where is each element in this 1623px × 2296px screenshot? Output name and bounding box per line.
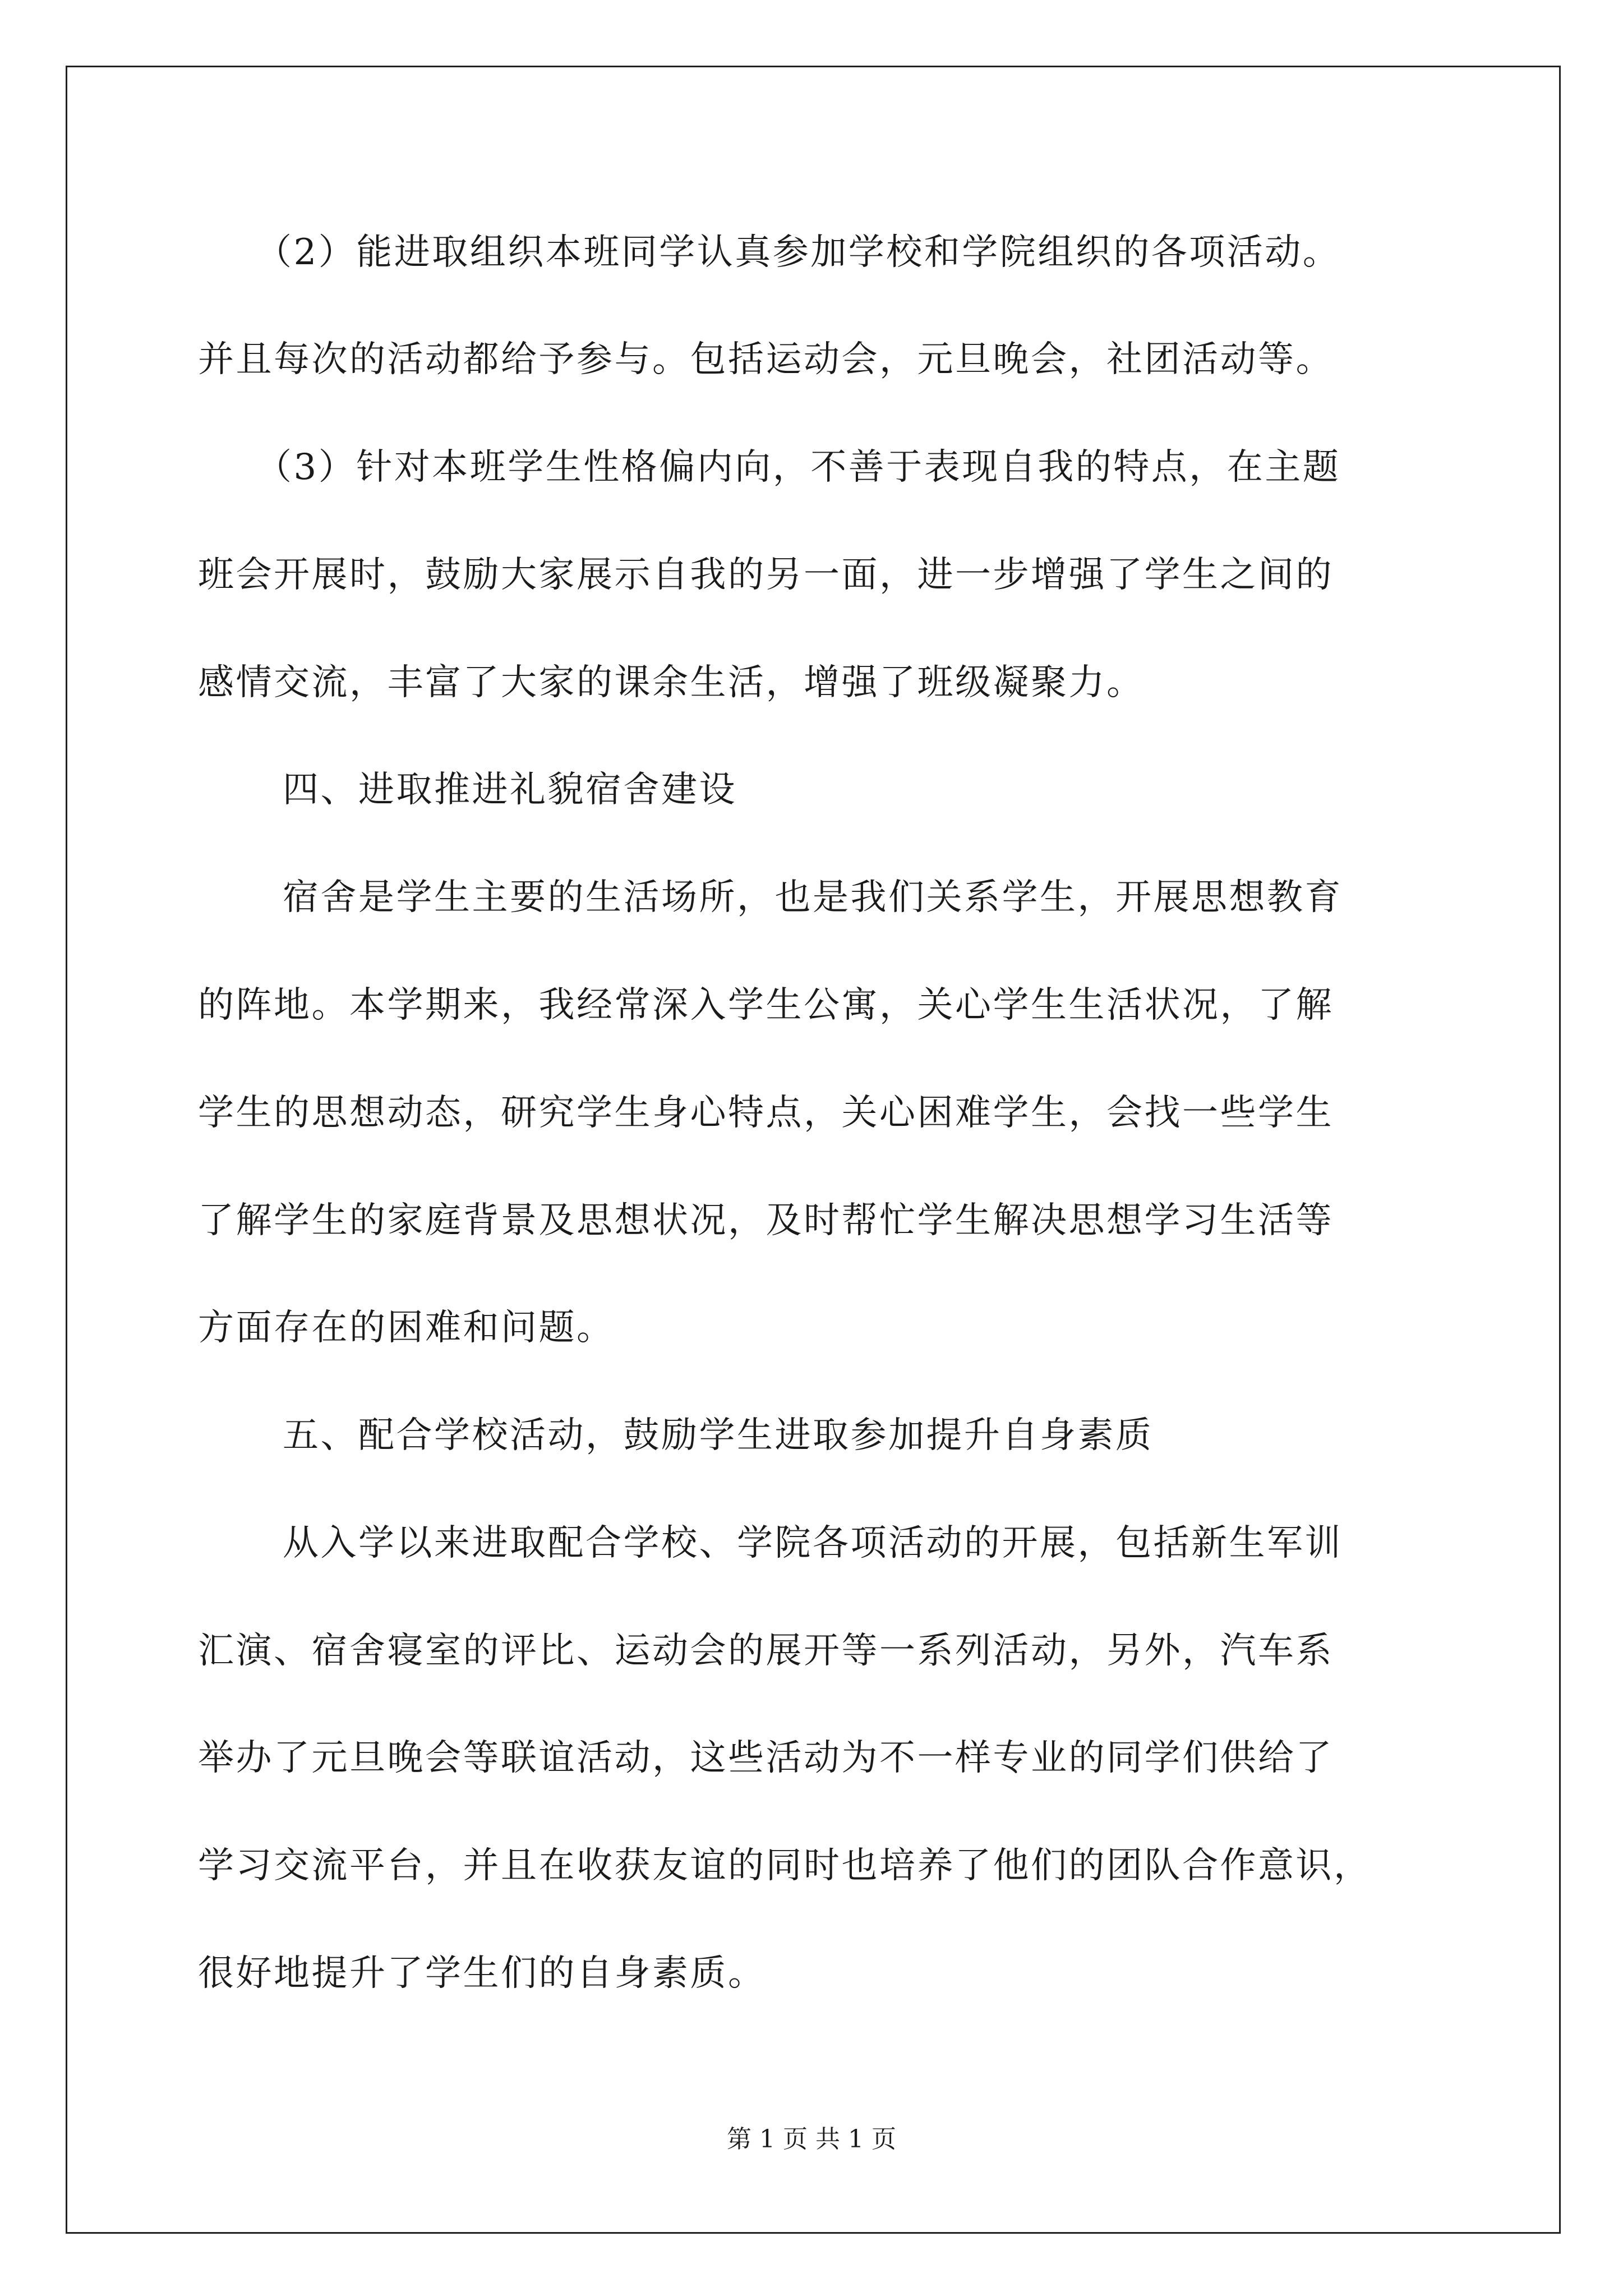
paragraph-line: （2）能进取组织本班同学认真参加学校和学院组织的各项活动。 <box>256 232 1341 273</box>
section-heading: 四、进取推进礼貌宿舍建设 <box>283 769 737 811</box>
paragraph-line: 很好地提升了学生们的自身素质。 <box>198 1953 766 1994</box>
paragraph-line: 举办了元旦晚会等联谊活动，这些活动为不一样专业的同学们供给了 <box>198 1737 1334 1779</box>
paragraph-line: 方面存在的困难和问题。 <box>198 1307 615 1349</box>
page-number-footer: 第 1 页 共 1 页 <box>727 2125 896 2154</box>
paragraph-line: 宿舍是学生主要的生活场所，也是我们关系学生，开展思想教育 <box>283 877 1343 918</box>
page-border <box>66 66 1561 2234</box>
paragraph-line: 并且每次的活动都给予参与。包括运动会，元旦晚会，社团活动等。 <box>198 339 1334 380</box>
paragraph-line: 了解学生的家庭背景及思想状况，及时帮忙学生解决思想学习生活等 <box>198 1200 1334 1241</box>
paragraph-line: 从入学以来进取配合学校、学院各项活动的开展，包括新生军训 <box>283 1522 1343 1564</box>
paragraph-line: （3）针对本班学生性格偏内向，不善于表现自我的特点，在主题 <box>256 447 1341 488</box>
paragraph-line: 汇演、宿舍寝室的评比、运动会的展开等一系列活动，另外，汽车系 <box>198 1630 1334 1672</box>
paragraph-line: 的阵地。本学期来，我经常深入学生公寓，关心学生生活状况，了解 <box>198 984 1334 1026</box>
paragraph-line: 感情交流，丰富了大家的课余生活，增强了班级凝聚力。 <box>198 662 1145 703</box>
paragraph-line: 学生的思想动态，研究学生身心特点，关心困难学生，会找一些学生 <box>198 1092 1334 1134</box>
paragraph-line: 班会开展时，鼓励大家展示自我的另一面，进一步增强了学生之间的 <box>198 554 1334 596</box>
section-heading: 五、配合学校活动，鼓励学生进取参加提升自身素质 <box>283 1415 1154 1456</box>
paragraph-line: 学习交流平台，并且在收获友谊的同时也培养了他们的团队合作意识， <box>198 1845 1372 1887</box>
